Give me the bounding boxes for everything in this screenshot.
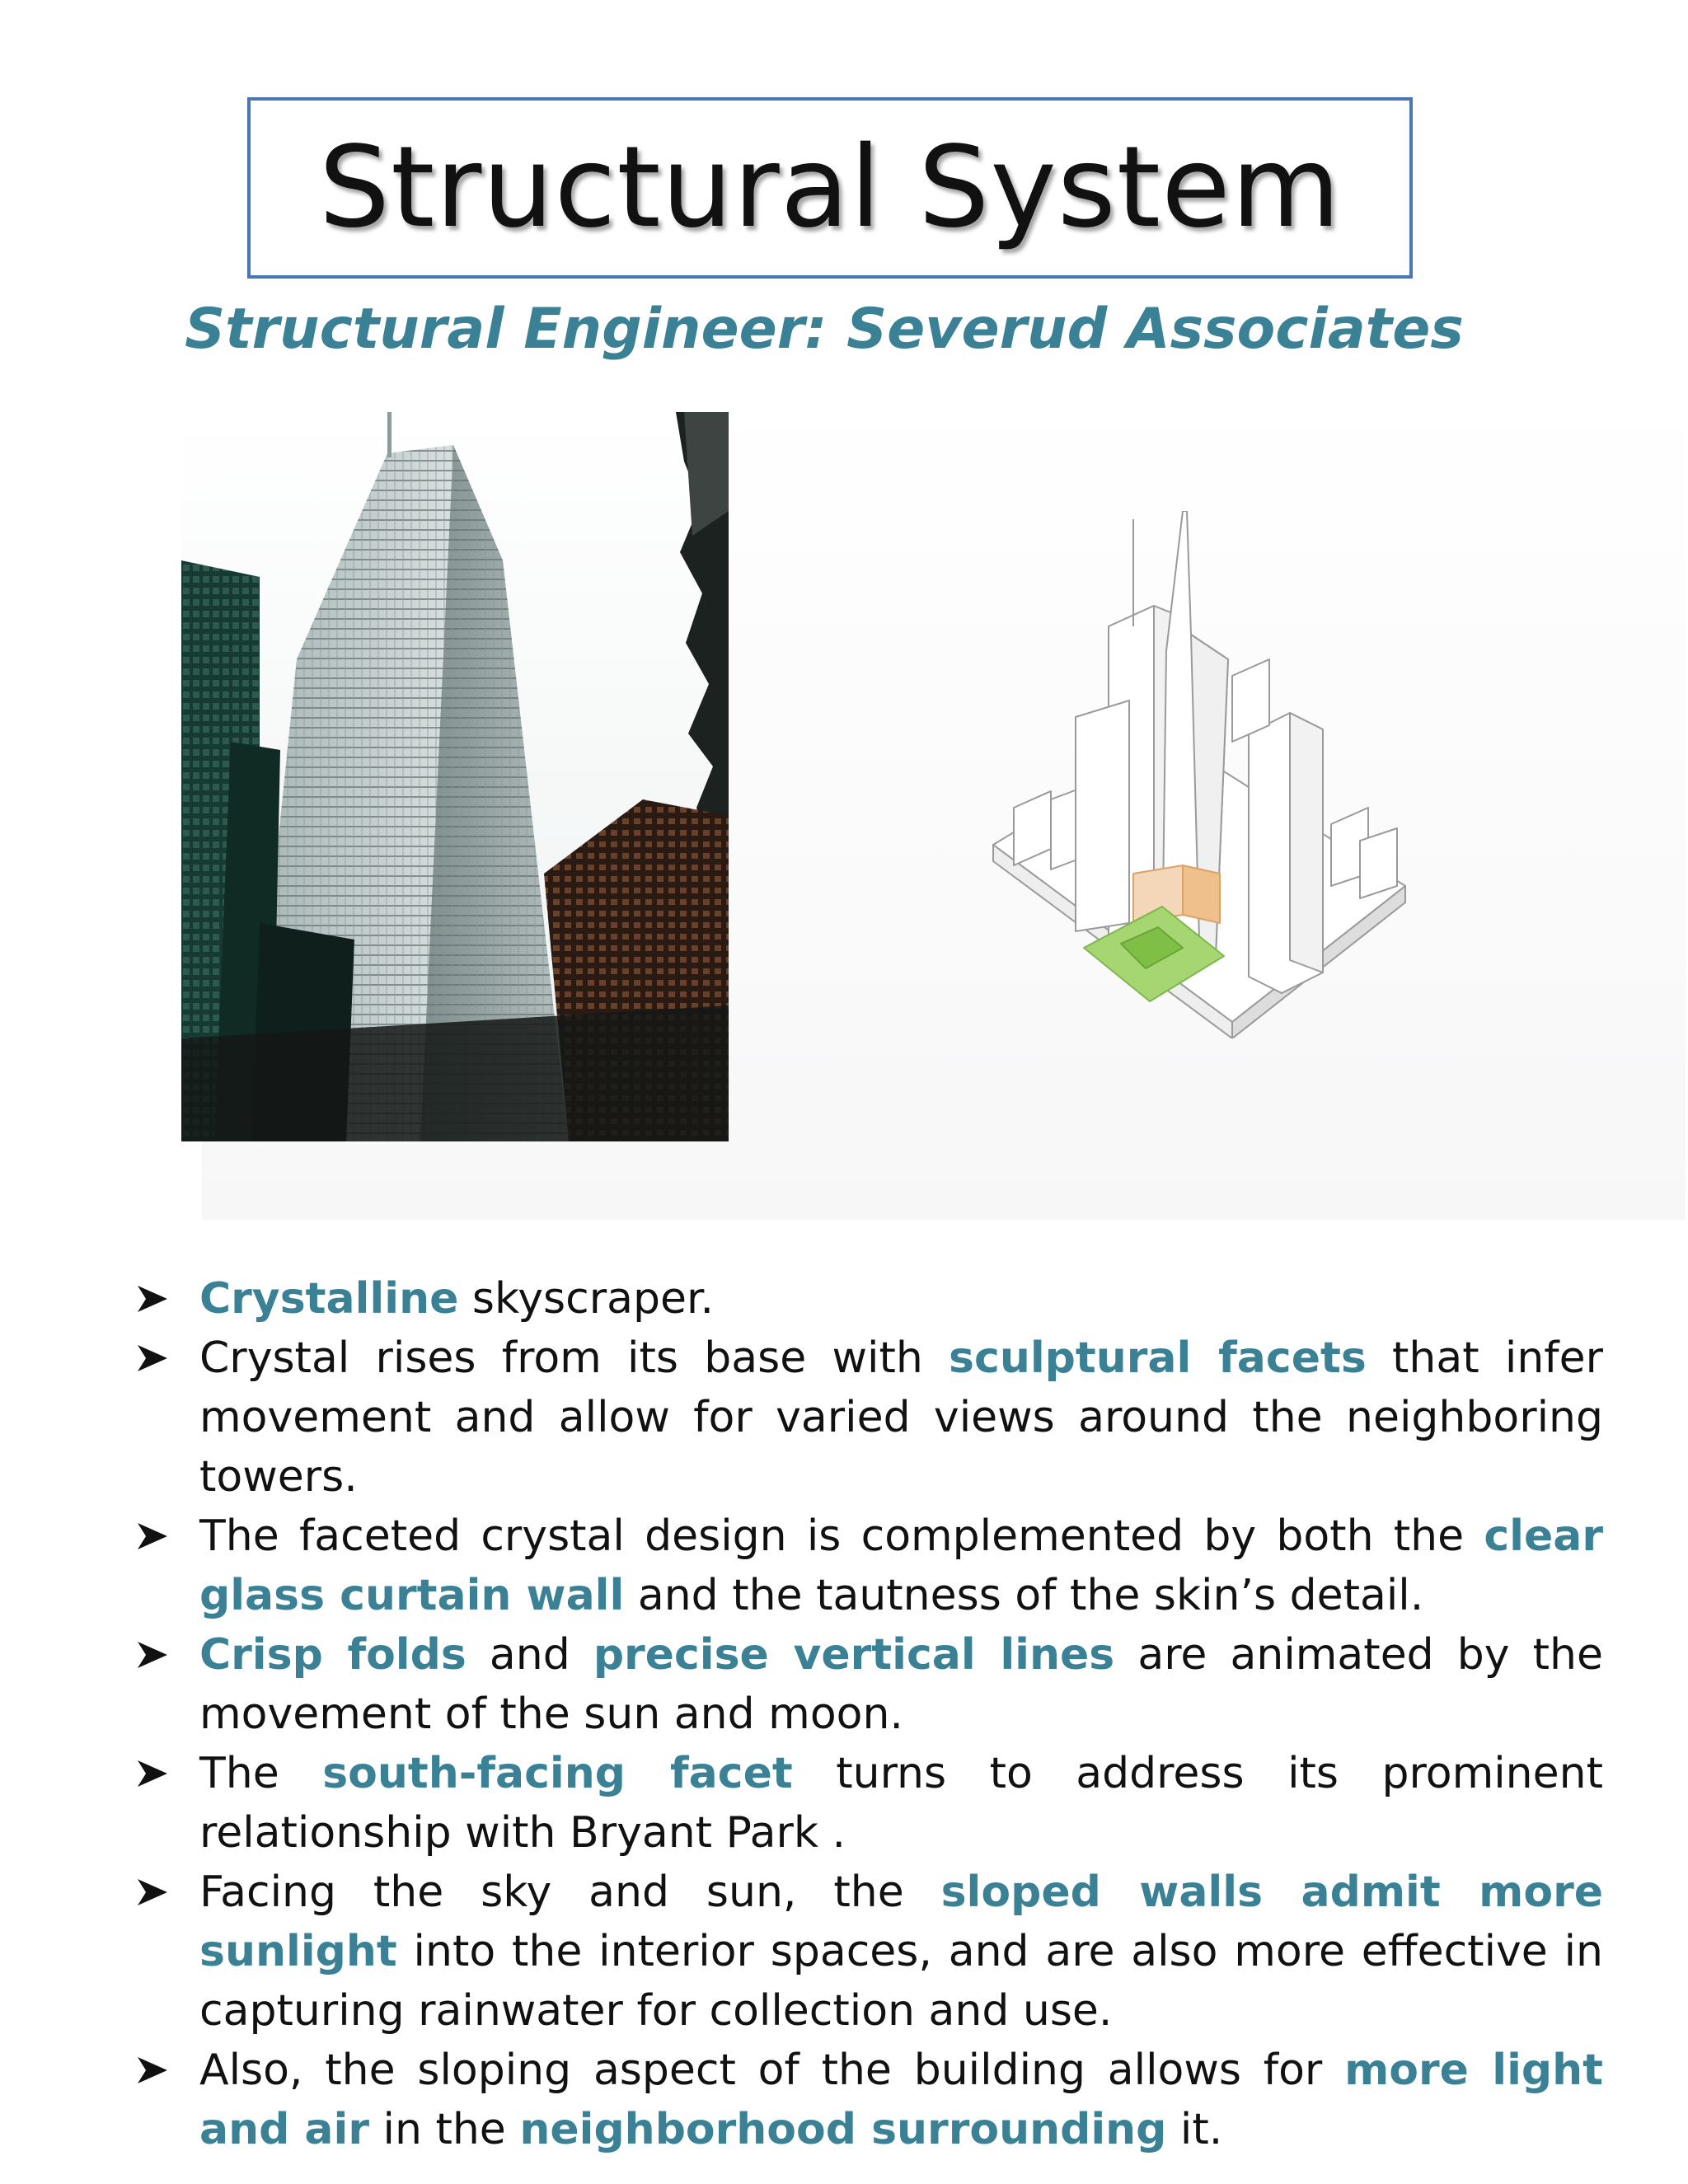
tower-photo-graphic bbox=[181, 412, 729, 1141]
arrowhead-bullet-icon bbox=[136, 2041, 177, 2100]
bullet-text: and the tautness of the skin’s detail. bbox=[624, 1571, 1424, 1620]
bullet-text: that infer movement and allow for varied views around the neighboring towers. bbox=[199, 1333, 1603, 1502]
bullet-item bbox=[136, 1625, 1603, 1744]
bullet-item bbox=[136, 1269, 1603, 1329]
massing-model-illustration bbox=[985, 511, 1414, 1038]
arrowhead-bullet-icon bbox=[136, 1863, 177, 1922]
massing-model-graphic bbox=[985, 511, 1414, 1038]
highlighted-term: south-facing facet bbox=[322, 1749, 793, 1798]
bullet-item bbox=[136, 1863, 1603, 2041]
bullet-text: are animated by the movement of the sun and moon. bbox=[199, 1630, 1603, 1739]
title-box bbox=[247, 97, 1413, 279]
highlighted-term: Crystalline bbox=[199, 1274, 459, 1324]
bullet-text: and bbox=[466, 1630, 593, 1680]
bullet-item bbox=[136, 2041, 1603, 2159]
bullet-text: skyscraper. bbox=[458, 1274, 715, 1324]
bullet-item bbox=[136, 1507, 1603, 1625]
arrowhead-bullet-icon bbox=[136, 1744, 177, 1803]
bullet-text: it. bbox=[1166, 2105, 1223, 2154]
bullet-text: The bbox=[199, 1749, 323, 1798]
bullet-text: Facing the sky and sun, the bbox=[199, 1868, 941, 1917]
bullet-text: Also, the sloping aspect of the building allows for bbox=[199, 2046, 1345, 2095]
bullet-text: The faceted crystal design is complemented by both the bbox=[199, 1511, 1484, 1561]
arrowhead-bullet-icon bbox=[136, 1329, 177, 1388]
highlighted-term: neighborhood surrounding bbox=[519, 2105, 1167, 2154]
bullet-text: Crystal rises from its base with bbox=[199, 1333, 950, 1383]
bullet-item bbox=[136, 1744, 1603, 1863]
subtitle: Structural Engineer: Severud Associates bbox=[185, 297, 1464, 362]
highlighted-term: more light and air bbox=[199, 2046, 1603, 2154]
highlighted-term: Crisp folds bbox=[199, 1630, 467, 1680]
highlighted-term: sloped walls admit more sunlight bbox=[199, 1868, 1603, 1976]
tower-photo bbox=[181, 412, 729, 1141]
arrowhead-bullet-icon bbox=[136, 1507, 177, 1566]
arrowhead-bullet-icon bbox=[136, 1269, 177, 1329]
bullet-text: into the interior spaces, and are also more effective in capturing rainwater for collection and use. bbox=[199, 1927, 1603, 2036]
highlighted-term: clear glass curtain wall bbox=[199, 1511, 1603, 1620]
bullet-text: turns to address its prominent relationship with Bryant Park . bbox=[199, 1749, 1603, 1858]
highlighted-term: sculptural facets bbox=[949, 1333, 1367, 1383]
arrowhead-bullet-icon bbox=[136, 1625, 177, 1685]
bullet-list bbox=[136, 1269, 1603, 2159]
bullet-text: in the bbox=[369, 2105, 520, 2154]
page-title: Structural System bbox=[318, 123, 1342, 253]
highlighted-term: precise vertical lines bbox=[593, 1630, 1115, 1680]
bullet-item bbox=[136, 1329, 1603, 1507]
